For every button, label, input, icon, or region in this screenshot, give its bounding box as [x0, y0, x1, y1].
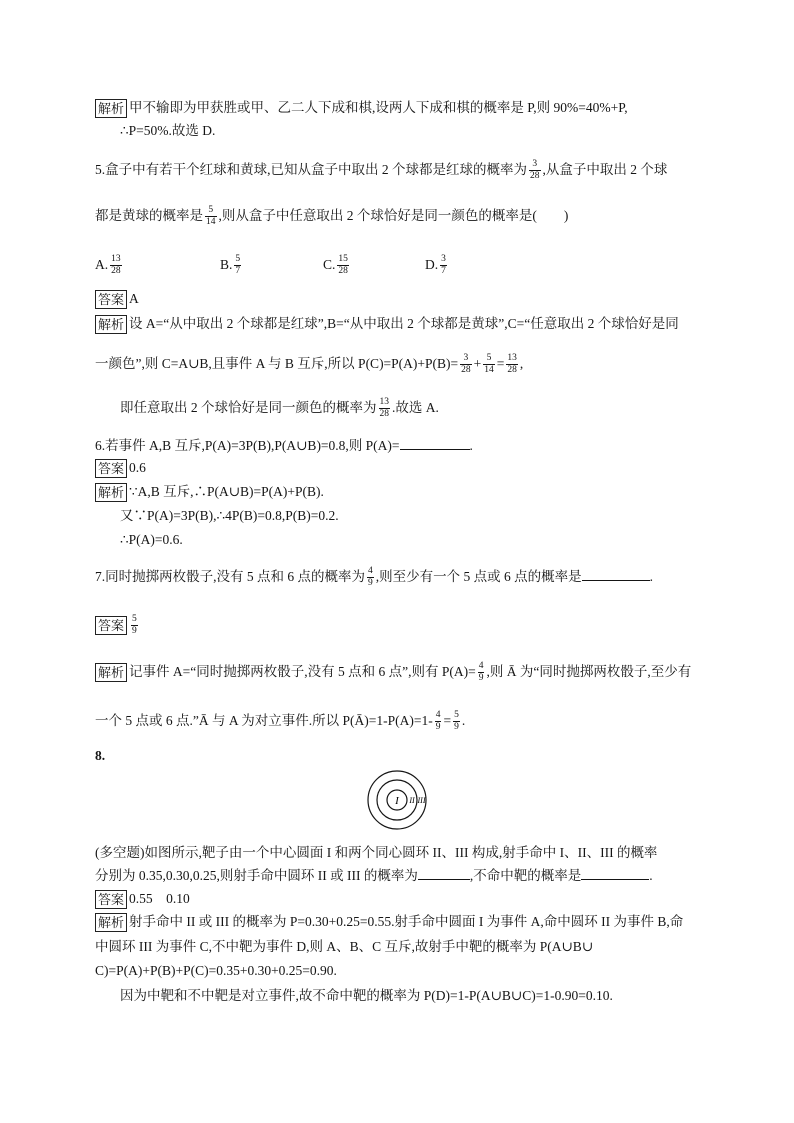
analysis-text: 设 A=“从中取出 2 个球都是红球”,B=“从中取出 2 个球都是黄球”,C=“任意取出 2 个球恰好是同 — [129, 316, 679, 331]
q5-stem-line-2 — [95, 205, 568, 228]
figure-label-1: I — [395, 795, 399, 807]
question-text: . — [649, 868, 653, 883]
fraction-numerator: 4 — [368, 566, 373, 577]
fraction — [529, 159, 541, 182]
target-figure — [357, 765, 437, 835]
q7-answer — [95, 614, 140, 637]
fraction — [337, 254, 349, 277]
fraction-numerator: 3 — [460, 353, 472, 365]
fraction-numerator: 13 — [379, 397, 389, 408]
fraction-denominator: 28 — [530, 171, 540, 182]
analysis-text: .故选 A. — [392, 400, 439, 415]
q5-option-a — [95, 254, 124, 277]
q6-stem — [95, 435, 473, 457]
q5-analysis-line-1 — [95, 313, 679, 335]
q8-analysis-line-1 — [95, 911, 683, 933]
fraction-denominator: 7 — [441, 266, 446, 277]
analysis-text: 即任意取出 2 个球恰好是同一颜色的概率为 — [120, 400, 377, 415]
fraction-numerator: 15 — [338, 254, 348, 265]
q8-analysis-line-4 — [120, 985, 613, 1007]
fraction — [110, 254, 122, 277]
fraction-numerator: 5 — [132, 614, 137, 625]
answer-text: 0.55 0.10 — [129, 891, 190, 906]
analysis-text: , — [519, 356, 524, 371]
q7-analysis-line-1 — [95, 661, 691, 684]
q6-analysis-line-1 — [95, 481, 324, 503]
question-number: 8. — [95, 748, 106, 763]
analysis-text: 记事件 A=“同时抛掷两枚骰子,没有 5 点和 6 点”,则有 P(A)= — [129, 664, 476, 679]
answer-blank — [581, 865, 649, 880]
plus-sign: + — [473, 356, 482, 371]
analysis-text: 一颜色”,则 C=A∪B,且事件 A 与 B 互斥,所以 P(C)=P(A)+P(B)= — [95, 356, 459, 371]
fraction-numerator: 13 — [507, 353, 517, 364]
fraction-denominator: 28 — [461, 365, 471, 376]
analysis-label: 解析 — [95, 99, 127, 118]
equals-sign: = — [496, 356, 505, 371]
q6-analysis-line-3 — [120, 529, 183, 551]
answer-text: A — [129, 291, 139, 306]
fraction-denominator: 14 — [484, 365, 494, 376]
fraction-numerator: 3 — [441, 254, 446, 265]
q5-analysis-line-2 — [95, 353, 523, 376]
q5-answer — [95, 288, 139, 310]
question-text: 7.同时抛掷两枚骰子,没有 5 点和 6 点的概率为 — [95, 569, 365, 584]
fraction-denominator: 28 — [507, 365, 517, 376]
fraction-denominator: 28 — [379, 409, 389, 420]
q5-option-b — [220, 254, 243, 277]
fraction-denominator: 9 — [478, 673, 484, 684]
analysis-text: 因为中靶和不中靶是对立事件,故不命中靶的概率为 P(D)=1-P(A∪B∪C)=1-0.90=0.10. — [120, 988, 613, 1003]
answer-label: 答案 — [95, 290, 127, 309]
question-text: ,则从盒子中任意取出 2 个球恰好是同一颜色的概率是( ) — [218, 208, 569, 223]
analysis-text: ∴P(A)=0.6. — [120, 532, 183, 547]
q6-analysis-line-2 — [120, 505, 339, 527]
q5-stem-line-1 — [95, 159, 667, 182]
question-text: 6.若事件 A,B 互斥,P(A)=3P(B),P(A∪B)=0.8,则 P(A)= — [95, 438, 400, 453]
analysis-label: 解析 — [95, 483, 127, 502]
q8-analysis-line-2 — [95, 936, 593, 958]
fraction — [435, 710, 442, 733]
question-text: 5.盒子中有若干个红球和黄球,已知从盒子中取出 2 个球都是红球的概率为 — [95, 162, 527, 177]
q8-analysis-line-3 — [95, 960, 337, 982]
fraction-numerator: 5 — [483, 353, 495, 365]
fraction-denominator: 14 — [206, 217, 216, 228]
analysis-text: ,则 Ā 为“同时抛掷两枚骰子,至少有 — [486, 664, 692, 679]
analysis-text: C)=P(A)+P(B)+P(C)=0.35+0.30+0.25=0.90. — [95, 963, 337, 978]
fraction — [205, 205, 217, 228]
fraction — [131, 614, 138, 637]
question-text: 分别为 0.35,0.30,0.25,则射手命中圆环 II 或 III 的概率为 — [95, 868, 418, 883]
figure-label-3: III — [417, 796, 426, 805]
fraction — [367, 566, 374, 589]
fraction — [440, 254, 447, 277]
q7-stem — [95, 566, 653, 589]
fraction-denominator: 28 — [338, 266, 348, 277]
fraction — [478, 661, 485, 684]
answer-blank — [418, 865, 470, 880]
figure-label-2: II — [409, 796, 415, 805]
analysis-text: 中圆环 III 为事件 C,不中靶为事件 D,则 A、B、C 互斥,故射手中靶的概率为 P(A∪B∪ — [95, 939, 594, 954]
prev-analysis-line-2 — [120, 120, 215, 142]
answer-label: 答案 — [95, 890, 127, 909]
fraction-numerator: 4 — [478, 661, 484, 672]
analysis-text: 又∵P(A)=3P(B),∴4P(B)=0.8,P(B)=0.2. — [120, 508, 339, 523]
fraction-denominator: 28 — [111, 266, 121, 277]
q5-option-d — [425, 254, 449, 277]
answer-blank — [400, 435, 470, 450]
analysis-text: 甲不输即为甲获胜或甲、乙二人下成和棋,设两人下成和棋的概率是 P,则 90%=40%+P, — [129, 100, 628, 115]
fraction-numerator: 5 — [235, 254, 241, 265]
q8-number — [95, 745, 105, 767]
fraction-numerator: 5 — [205, 205, 217, 217]
question-text: . — [469, 438, 473, 453]
q6-answer — [95, 457, 146, 479]
analysis-text: . — [461, 713, 466, 728]
q8-stem-line-2 — [95, 865, 653, 887]
option-letter: A. — [95, 257, 109, 272]
fraction-numerator: 13 — [111, 254, 121, 265]
fraction-denominator: 7 — [235, 266, 241, 277]
answer-label: 答案 — [95, 616, 127, 635]
equals-sign: = — [443, 713, 452, 728]
fraction-numerator: 4 — [435, 710, 441, 721]
fraction — [483, 353, 495, 376]
analysis-text: ∴P=50%.故选 D. — [120, 123, 216, 138]
fraction — [460, 353, 472, 376]
answer-text: 0.6 — [129, 460, 146, 475]
option-letter: C. — [323, 257, 336, 272]
fraction-denominator: 9 — [454, 722, 459, 733]
option-letter: D. — [425, 257, 439, 272]
answer-blank — [582, 566, 650, 581]
analysis-label: 解析 — [95, 315, 127, 334]
analysis-text: 射手命中 II 或 III 的概率为 P=0.30+0.25=0.55.射手命中圆面 I 为事件 A,命中圆环 II 为事件 B,命 — [129, 914, 684, 929]
fraction-denominator: 9 — [435, 722, 441, 733]
analysis-label: 解析 — [95, 663, 127, 682]
q8-answer — [95, 888, 190, 910]
fraction-numerator: 5 — [454, 710, 459, 721]
fraction-numerator: 3 — [529, 159, 541, 171]
analysis-label: 解析 — [95, 913, 127, 932]
analysis-text: ∵A,B 互斥,∴P(A∪B)=P(A)+P(B). — [129, 484, 324, 499]
fraction — [379, 397, 391, 420]
q5-option-c — [323, 254, 351, 277]
option-letter: B. — [220, 257, 233, 272]
q7-analysis-line-2 — [95, 710, 465, 733]
q8-stem-line-1 — [95, 842, 657, 864]
question-text: ,则至少有一个 5 点或 6 点的概率是 — [375, 569, 582, 584]
analysis-text: 一个 5 点或 6 点.”Ā 与 A 为对立事件.所以 P(Ā)=1-P(A)=1- — [95, 713, 433, 728]
fraction — [234, 254, 241, 277]
question-text: ,不命中靶的概率是 — [469, 868, 582, 883]
fraction-denominator: 9 — [132, 626, 137, 637]
fraction-denominator: 9 — [368, 578, 373, 589]
answer-label: 答案 — [95, 459, 127, 478]
fraction — [506, 353, 518, 376]
question-text: . — [649, 569, 653, 584]
question-text: ,从盒子中取出 2 个球 — [542, 162, 668, 177]
fraction — [453, 710, 460, 733]
question-text: (多空题)如图所示,靶子由一个中心圆面 I 和两个同心圆环 II、III 构成,射手命中 I、II、III 的概率 — [95, 845, 658, 860]
q5-analysis-line-3 — [120, 397, 439, 420]
question-text: 都是黄球的概率是 — [95, 208, 203, 223]
prev-analysis-line-1 — [95, 97, 628, 119]
